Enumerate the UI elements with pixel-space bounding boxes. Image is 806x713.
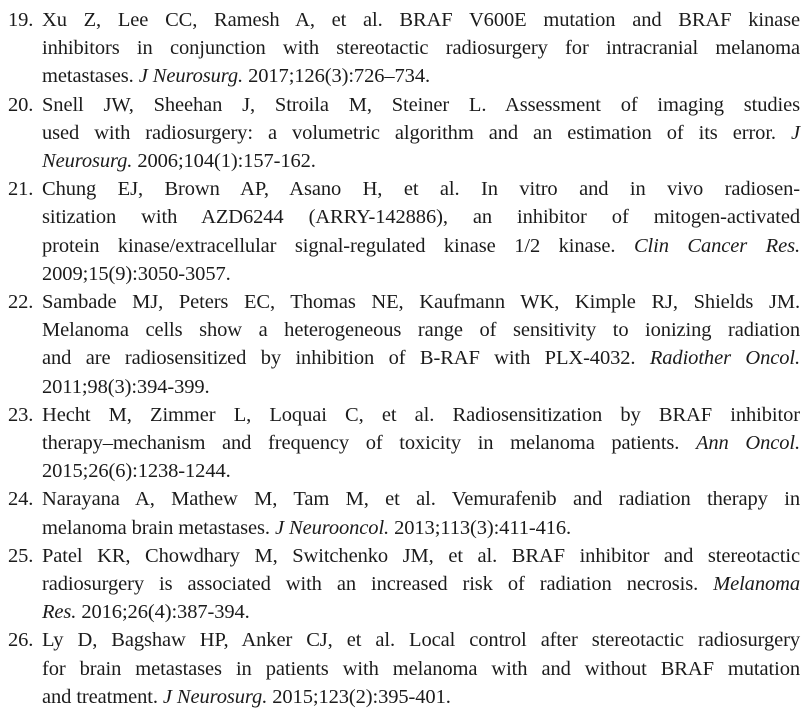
reference-line (42, 542, 800, 570)
journal-name: Melanoma (713, 573, 800, 596)
reference-line (42, 457, 800, 485)
reference-text: Narayana A, Mathew M, Tam M, et al. Vemurafenib and radiation therapy in (42, 488, 800, 511)
reference-item (8, 485, 800, 541)
reference-text: 2016;26(4):387-394. (76, 601, 250, 624)
reference-number: 19. (8, 9, 34, 31)
reference-line (42, 91, 800, 119)
reference-line (42, 316, 800, 344)
reference-line (42, 570, 800, 598)
reference-number: 26. (8, 629, 34, 652)
reference-line (42, 260, 800, 288)
reference-line (42, 514, 800, 542)
reference-text: 2015;123(2):395-401. (267, 685, 451, 708)
reference-text: Patel KR, Chowdhary M, Switchenko JM, et al. BRAF inhibitor and stereotactic (42, 544, 800, 567)
reference-line (42, 6, 800, 34)
reference-line (42, 401, 800, 429)
reference-text: Melanoma cells show a heterogeneous range of sensitivity to ionizing radiation (42, 319, 800, 342)
references-list (8, 6, 800, 711)
reference-line (42, 655, 800, 683)
reference-text: melanoma brain metastases. (42, 516, 275, 539)
journal-name: J (791, 121, 800, 144)
journal-name: Res. (42, 601, 77, 624)
reference-line (42, 344, 800, 372)
reference-text: 2009;15(9):3050-3057. (42, 262, 231, 285)
reference-line (42, 203, 800, 231)
reference-text: Ly D, Bagshaw HP, Anker CJ, et al. Local control after stereotactic radiosurgery (42, 629, 800, 652)
reference-text: metastases. (42, 65, 139, 88)
reference-text: 2011;98(3):394-399. (42, 375, 210, 398)
reference-text: used with radiosurgery: a volumetric algorithm and an estimation of its error. (42, 121, 791, 144)
reference-item (8, 288, 800, 401)
reference-number: 21. (8, 178, 34, 201)
reference-text: sitization with AZD6244 (ARRY-142886), an inhibitor of mitogen-activated (42, 206, 800, 229)
journal-name: Radiother Oncol. (649, 347, 800, 370)
reference-text: 2017;126(3):726–734. (243, 65, 431, 88)
reference-line (42, 429, 800, 457)
reference-line (42, 288, 800, 316)
reference-text: and treatment. (42, 685, 163, 708)
reference-item (8, 6, 800, 91)
reference-item (8, 542, 800, 627)
journal-name: J Neurosurg. (138, 65, 244, 88)
reference-number: 20. (8, 93, 34, 116)
reference-line (42, 34, 800, 62)
reference-text: Chung EJ, Brown AP, Asano H, et al. In vitro and in vivo radiosen- (42, 178, 800, 201)
reference-text: Sambade MJ, Peters EC, Thomas NE, Kaufmann WK, Kimple RJ, Shields JM. (42, 291, 800, 314)
reference-line (42, 119, 800, 147)
reference-line (42, 147, 800, 175)
reference-text: inhibitors in conjunction with stereotactic radiosurgery for intracranial melanoma (42, 37, 800, 60)
reference-number: 25. (8, 544, 34, 567)
journal-name: J Neurosurg. (162, 685, 268, 708)
reference-item (8, 91, 800, 176)
reference-text: Hecht M, Zimmer L, Loquai C, et al. Radiosensitization by BRAF inhibitor (42, 403, 800, 426)
reference-number: 24. (8, 488, 34, 511)
reference-text: for brain metastases in patients with melanoma with and without BRAF mutation (42, 657, 800, 680)
reference-text: 2006;104(1):157-162. (132, 150, 316, 173)
journal-name: J Neurooncol. (274, 516, 390, 539)
journal-name: Ann Oncol. (695, 432, 800, 455)
reference-item (8, 401, 800, 486)
reference-text: protein kinase/extracellular signal-regulated kinase 1/2 kinase. (42, 234, 634, 257)
reference-number: 22. (8, 291, 34, 314)
journal-name: Clin Cancer Res. (633, 234, 800, 257)
reference-line (42, 373, 800, 401)
reference-item (8, 175, 800, 288)
reference-text: Snell JW, Sheehan J, Stroila M, Steiner L. Assessment of imaging studies (42, 93, 800, 116)
reference-line (42, 626, 800, 654)
reference-text: and are radiosensitized by inhibition of B-RAF with PLX-4032. (42, 347, 650, 370)
reference-text: 2013;113(3):411-416. (389, 516, 572, 539)
reference-text: therapy–mechanism and frequency of toxicity in melanoma patients. (42, 432, 696, 455)
reference-line (42, 683, 800, 711)
reference-line (42, 485, 800, 513)
reference-line (42, 175, 800, 203)
reference-text: 2015;26(6):1238-1244. (42, 460, 231, 483)
reference-line (42, 232, 800, 260)
reference-text: radiosurgery is associated with an increased risk of radiation necrosis. (42, 573, 714, 596)
journal-name: Neurosurg. (42, 150, 133, 173)
reference-line (42, 62, 800, 90)
reference-number: 23. (8, 403, 34, 426)
reference-text: Xu Z, Lee CC, Ramesh A, et al. BRAF V600E mutation and BRAF kinase (42, 9, 800, 31)
reference-line (42, 598, 800, 626)
reference-item (8, 626, 800, 711)
